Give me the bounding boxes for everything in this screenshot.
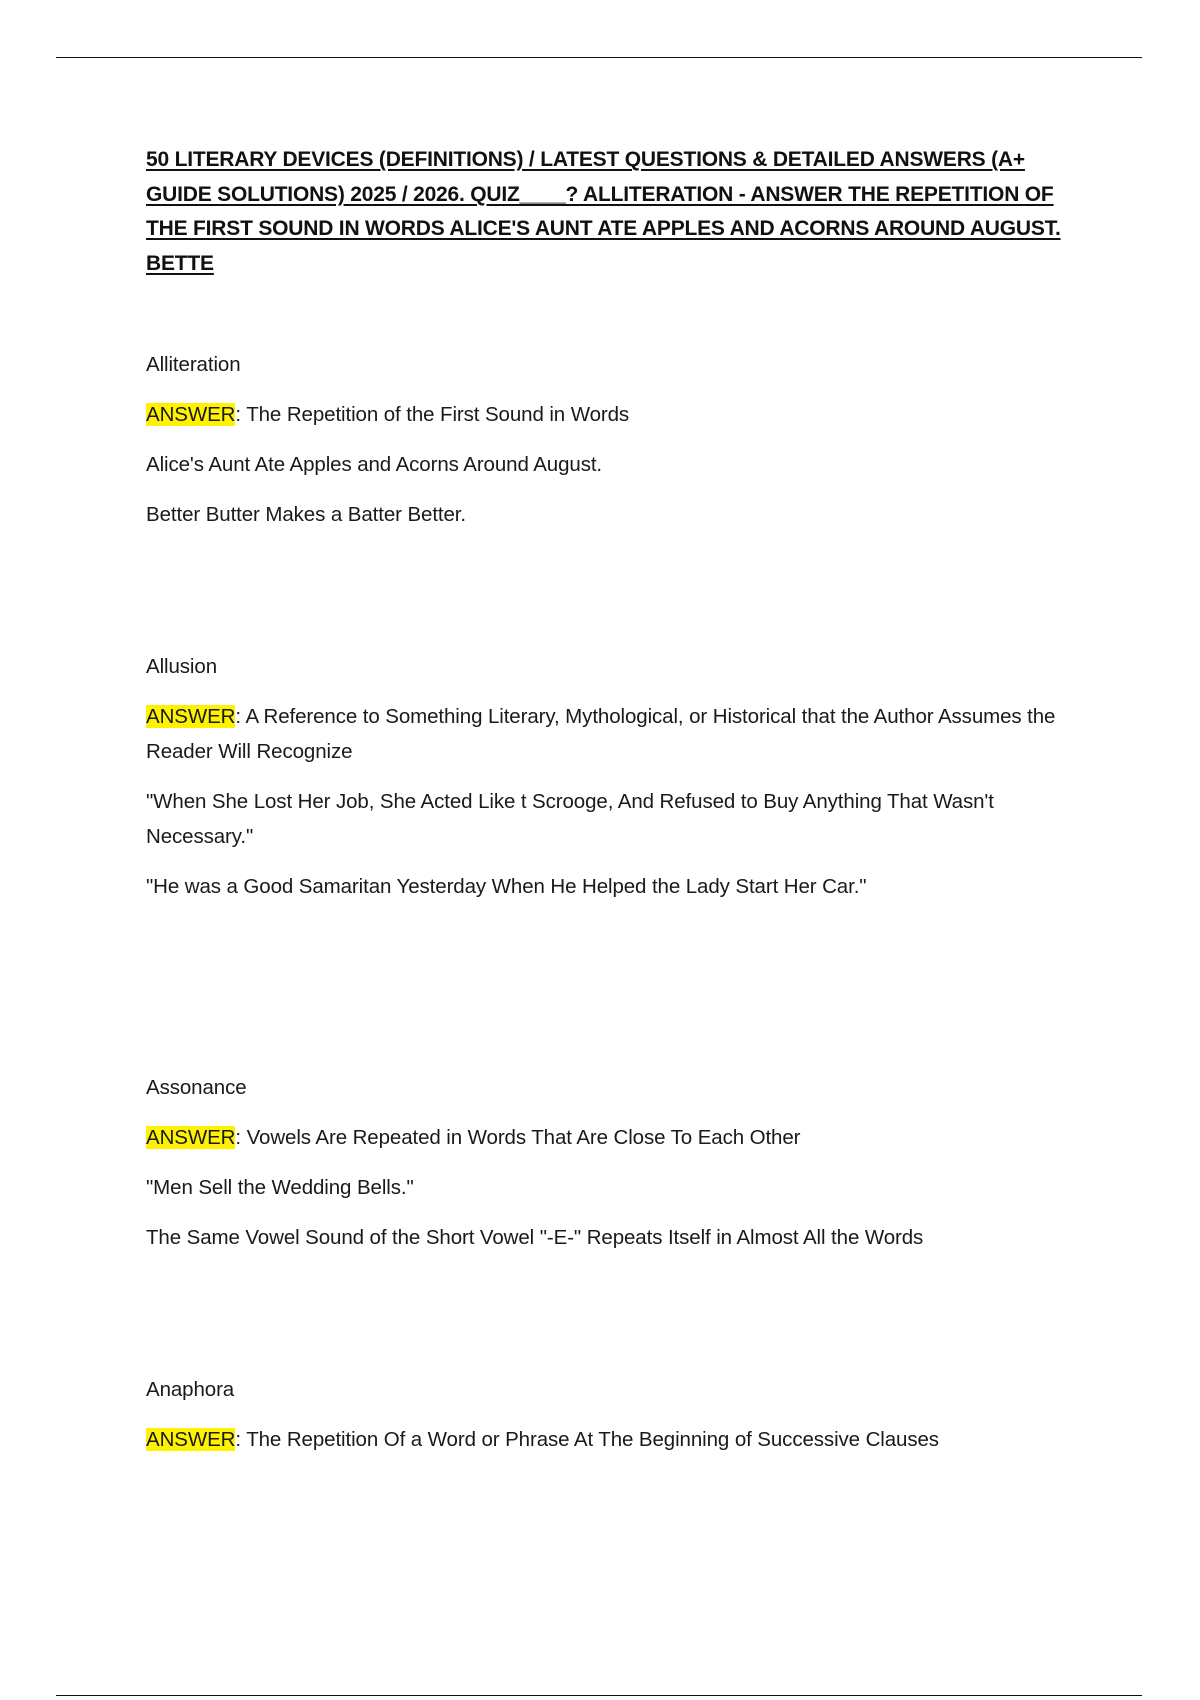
entry-example: "When She Lost Her Job, She Acted Like t Scrooge, And Refused to Buy Anything That Wasn't Necessary." [146, 790, 994, 848]
entry-term: Assonance [146, 1076, 247, 1099]
entry-example: The Same Vowel Sound of the Short Vowel "-E-" Repeats Itself in Almost All the Words [146, 1226, 924, 1249]
entry-term: Alliteration [146, 353, 241, 376]
answer-label: ANSWER [146, 403, 236, 426]
entry-answer [146, 699, 1086, 769]
page-top-rule [56, 57, 1142, 58]
entry-allusion [146, 649, 1086, 904]
entry-anaphora [146, 1372, 1086, 1457]
entry-example: Better Butter Makes a Batter Better. [146, 503, 466, 526]
entry-term: Allusion [146, 655, 217, 678]
entry-assonance [146, 1070, 1086, 1255]
entry-example: Alice's Aunt Ate Apples and Acorns Around August. [146, 453, 603, 476]
document-title: 50 LITERARY DEVICES (DEFINITIONS) / LATEST QUESTIONS & DETAILED ANSWERS (A+ GUIDE SOLUTIONS) 2025 / 2026. QUIZ____? ALLITERATION - ANSWER THE REPETITION OF THE FIRST SOUND IN WORDS ALICE'S AUNT ATE APPLES AND ACORNS AROUND AUGUST. BETTE [146, 148, 1061, 275]
entry-term: Anaphora [146, 1378, 235, 1401]
entry-answer [146, 1422, 1086, 1457]
answer-text: : Vowels Are Repeated in Words That Are Close To Each Other [235, 1126, 801, 1149]
entry-example: "He was a Good Samaritan Yesterday When He Helped the Lady Start Her Car." [146, 875, 867, 898]
entry-alliteration [146, 347, 1086, 532]
document-body [146, 143, 1086, 1472]
answer-label: ANSWER [146, 1126, 236, 1149]
answer-label: ANSWER [146, 705, 236, 728]
page-bottom-rule [56, 1695, 1142, 1696]
answer-text: : A Reference to Something Literary, Mythological, or Historical that the Author Assumes the Reader Will Recognize [146, 705, 1056, 763]
answer-text: : The Repetition of the First Sound in Words [235, 403, 630, 426]
answer-label: ANSWER [146, 1428, 236, 1451]
entry-answer [146, 397, 1086, 432]
entry-answer [146, 1120, 1086, 1155]
entry-example: "Men Sell the Wedding Bells." [146, 1176, 414, 1199]
answer-text: : The Repetition Of a Word or Phrase At The Beginning of Successive Clauses [235, 1428, 939, 1451]
